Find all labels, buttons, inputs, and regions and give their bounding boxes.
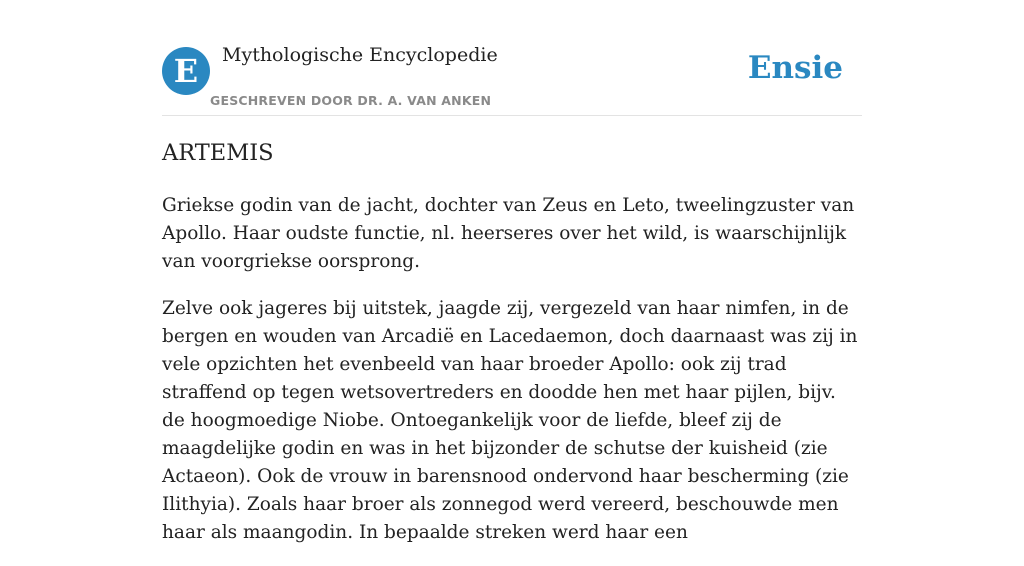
entry-paragraph-1: Griekse godin van de jacht, dochter van Zeus en Leto, tweelingzuster van Apollo. Haar oudste functie, nl. heerseres over het wild, is waarschijnlijk van voorgriekse oorsprong. [162, 195, 855, 272]
book-title-link[interactable]: Mythologische Encyclopedie [222, 44, 498, 66]
book-logo-badge[interactable]: E [162, 47, 210, 95]
entry-title: ARTEMIS [162, 140, 274, 166]
entry-paragraph-2: Zelve ook jageres bij uitstek, jaagde zij, vergezeld van haar nimfen, in de bergen en wouden van Arcadië en Lacedaemon, doch daarnaast was zij in vele opzichten het evenbeeld van haar broeder Apollo: ook zij trad straffend op tegen wetsovertreders en doodde hen met haar pijlen, bijv. de hoogmoedige Niobe. Ontoegankelijk voor de liefde, bleef zij de maagdelijke godin en was in het bijzonder de schutse der kuisheid (zie Actaeon). Ook de vrouw in barensnood ondervond haar bescherming (zie Ilithyia). Zoals haar broer als zonnegod werd vereerd, beschouwde men haar als maangodin. In bepaalde streken werd haar een [162, 298, 858, 543]
header [162, 0, 862, 116]
entry-content [162, 192, 864, 566]
author-byline: GESCHREVEN DOOR DR. A. VAN ANKEN [210, 93, 492, 108]
ensie-brand-logo[interactable]: Ensie [747, 50, 843, 86]
